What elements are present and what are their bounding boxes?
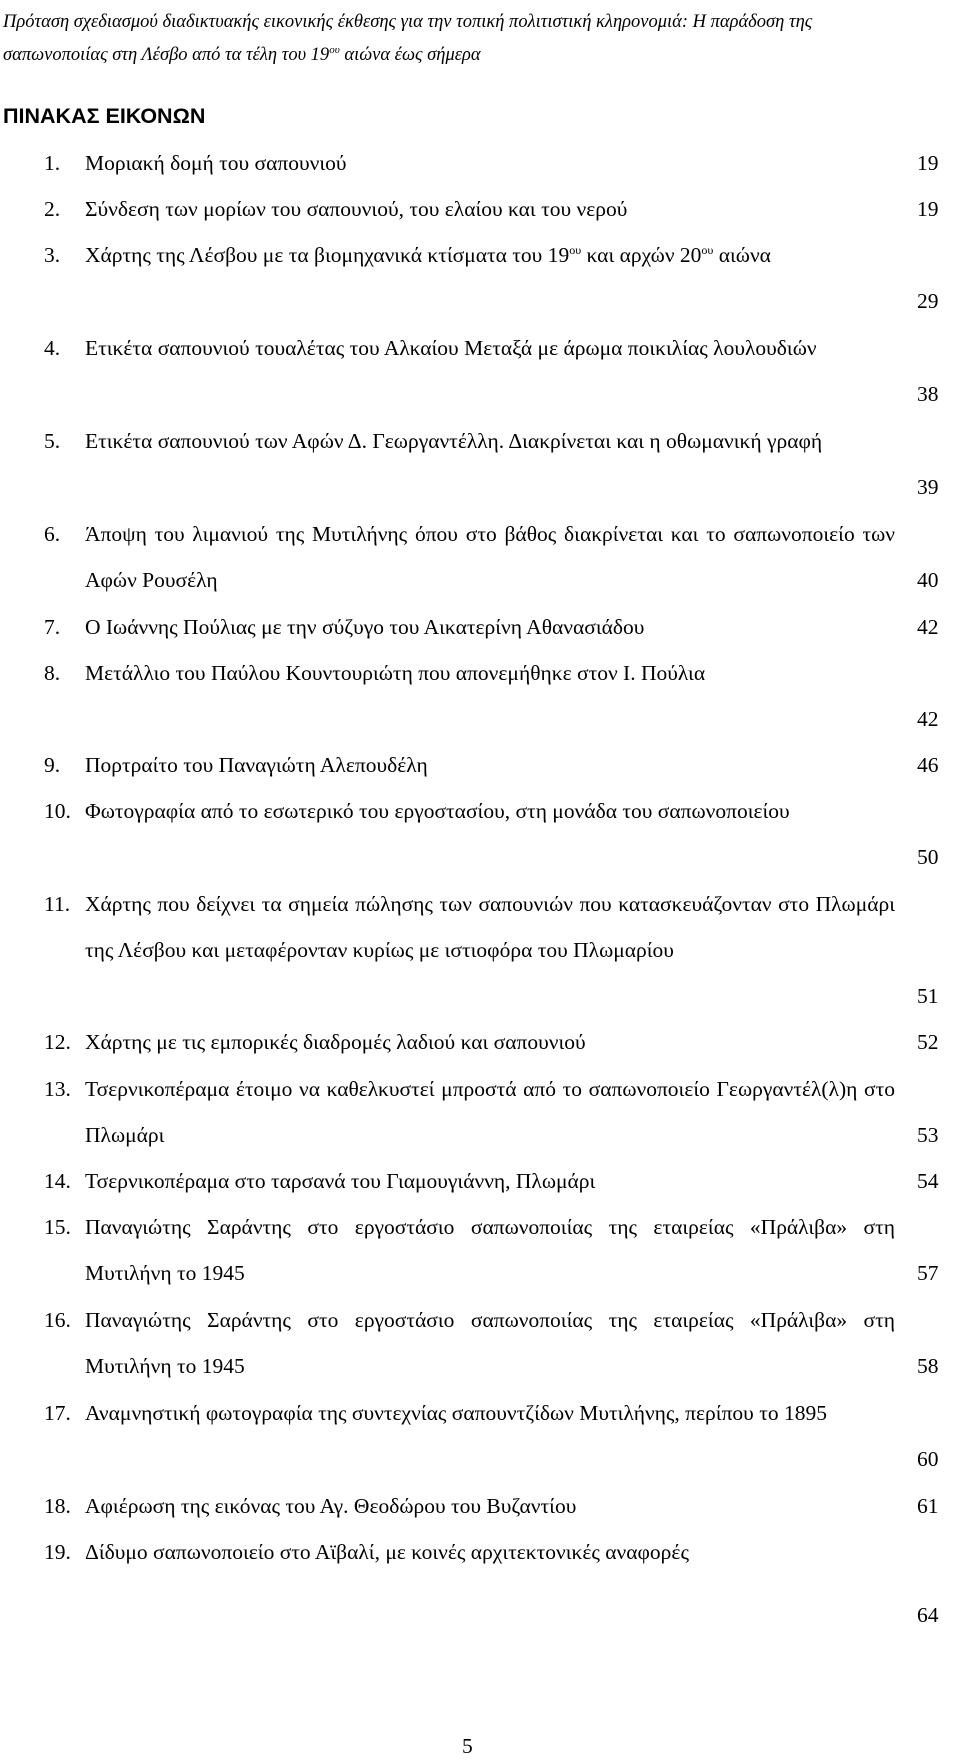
entry-title: Μοριακή δομή του σαπουνιού bbox=[85, 151, 347, 175]
entry-page: 51 bbox=[917, 984, 939, 1008]
list-item bbox=[44, 604, 944, 650]
entry-number: 17. bbox=[44, 1401, 71, 1425]
entry-page: 54 bbox=[917, 1169, 939, 1193]
entry-number: 11. bbox=[44, 892, 71, 916]
list-item bbox=[44, 1297, 944, 1389]
entry-title: Πορτραίτο του Παναγιώτη Αλεπουδέλη bbox=[85, 753, 428, 777]
entry-number: 10. bbox=[44, 799, 71, 823]
list-item bbox=[44, 1066, 944, 1158]
entry-page: 64 bbox=[917, 1603, 939, 1627]
entry-title: Ο Ιωάννης Πούλιας με την σύζυγο του Αικατερίνη Αθανασιάδου bbox=[85, 615, 645, 639]
entry-page: 46 bbox=[917, 753, 939, 777]
entry-number: 6. bbox=[44, 522, 61, 546]
entry-number: 8. bbox=[44, 661, 61, 685]
entry-page: 42 bbox=[917, 615, 939, 639]
entry-title: Χάρτης της Λέσβου με τα βιομηχανικά κτίσματα του $19^{o\upsilon}$ και αρχών $20^{o\upsilon}$ αιώνα bbox=[85, 242, 771, 267]
entry-page: 60 bbox=[917, 1447, 939, 1471]
entry-title: Τσερνικοπέραμα στο ταρσανά του Γιαμουγιάννη, Πλωμάρι bbox=[85, 1169, 596, 1193]
entry-title: Αναμνηστική φωτογραφία της συντεχνίας σαπουντζίδων Μυτιλήνης, περίπου το 1895 bbox=[85, 1401, 827, 1425]
entry-page: 39 bbox=[917, 475, 939, 499]
entry-number: 18. bbox=[44, 1494, 71, 1518]
list-item bbox=[44, 650, 944, 731]
list-item bbox=[44, 418, 944, 499]
list-item bbox=[44, 1158, 944, 1204]
entry-title: Αφιέρωση της εικόνας του Αγ. Θεοδώρου του Βυζαντίου bbox=[85, 1494, 577, 1518]
entry-title: Άποψη του λιμανιού της Μυτιλήνης όπου στο βάθος διακρίνεται και το σαπωνοποιείο των Αφών Ρουσέλη bbox=[85, 522, 895, 592]
list-item bbox=[44, 742, 944, 788]
entry-number: 4. bbox=[44, 336, 61, 360]
entry-title: Σύνδεση των μορίων του σαπουνιού, του ελαίου και του νερού bbox=[85, 197, 628, 221]
list-item bbox=[44, 186, 944, 232]
list-item bbox=[44, 788, 944, 869]
entry-number: 12. bbox=[44, 1030, 71, 1054]
entry-title: Παναγιώτης Σαράντης στο εργοστάσιο σαπωνοποιίας της εταιρείας «Πράλιβα» στη Μυτιλήνη το 1945 bbox=[85, 1215, 895, 1285]
header-line-2: σαπωνοποιίας στη Λέσβο από τα τέλη του $19^{o\upsilon}$ αιώνα έως σήμερα bbox=[3, 43, 481, 65]
entry-page: 53 bbox=[917, 1123, 939, 1147]
entry-number: 16. bbox=[44, 1308, 71, 1332]
entry-title: Δίδυμο σαπωνοποιείο στο Αϊβαλί, με κοινές αρχιτεκτονικές αναφορές bbox=[85, 1540, 689, 1564]
entry-page: 58 bbox=[917, 1354, 939, 1378]
entry-number: 15. bbox=[44, 1215, 71, 1239]
entry-title: Μετάλλιο του Παύλου Κουντουριώτη που απονεμήθηκε στον Ι. Πούλια bbox=[85, 661, 706, 685]
entry-page: 42 bbox=[917, 707, 939, 731]
entry-page: 19 bbox=[917, 151, 939, 175]
entry-title: Παναγιώτης Σαράντης στο εργοστάσιο σαπωνοποιίας της εταιρείας «Πράλιβα» στη Μυτιλήνη το 1945 bbox=[85, 1308, 895, 1378]
entry-page: 50 bbox=[917, 845, 939, 869]
entry-number: 13. bbox=[44, 1077, 71, 1101]
entry-number: 7. bbox=[44, 615, 61, 639]
entry-title: Ετικέτα σαπουνιού των Αφών Δ. Γεωργαντέλλη. Διακρίνεται και η οθωμανική γραφή bbox=[85, 429, 823, 453]
list-item bbox=[44, 1390, 944, 1471]
entry-title: Χάρτης με τις εμπορικές διαδρομές λαδιού και σαπουνιού bbox=[85, 1030, 586, 1054]
list-item bbox=[44, 881, 944, 1008]
entry-number: 3. bbox=[44, 243, 61, 267]
list-item bbox=[44, 1483, 944, 1529]
list-item bbox=[44, 140, 944, 186]
entry-page: 29 bbox=[917, 289, 939, 313]
page-number: 5 bbox=[462, 1734, 473, 1758]
entry-number: 19. bbox=[44, 1540, 71, 1564]
entry-number: 14. bbox=[44, 1169, 71, 1193]
entry-number: 2. bbox=[44, 197, 61, 221]
entry-title: Τσερνικοπέραμα έτοιμο να καθελκυστεί μπροστά από το σαπωνοποιείο Γεωργαντέλ(λ)η στο Πλωμάρι bbox=[85, 1077, 895, 1147]
entry-page: 40 bbox=[917, 568, 939, 592]
list-item bbox=[44, 325, 944, 406]
entry-page: 57 bbox=[917, 1261, 939, 1285]
header-line-1: Πρόταση σχεδιασμού διαδικτυακής εικονικής έκθεσης για την τοπική πολιτιστική κληρονομιά: Η παράδοση της bbox=[3, 12, 813, 32]
list-item bbox=[44, 1019, 944, 1065]
entry-title: Ετικέτα σαπουνιού τουαλέτας του Αλκαίου Μεταξά με άρωμα ποικιλίας λουλουδιών bbox=[85, 336, 817, 360]
entry-number: 1. bbox=[44, 151, 61, 175]
entry-page: 19 bbox=[917, 197, 939, 221]
entry-page: 61 bbox=[917, 1494, 939, 1518]
page-title: ΠΙΝΑΚΑΣ ΕΙΚΟΝΩΝ bbox=[3, 104, 206, 128]
list-item bbox=[44, 1204, 944, 1296]
entry-number: 9. bbox=[44, 753, 61, 777]
entry-title: Φωτογραφία από το εσωτερικό του εργοστασίου, στη μονάδα του σαπωνοποιείου bbox=[85, 799, 790, 823]
list-item bbox=[44, 511, 944, 603]
entry-number: 5. bbox=[44, 429, 61, 453]
entry-page: 52 bbox=[917, 1030, 939, 1054]
entry-title: Χάρτης που δείχνει τα σημεία πώλησης των σαπουνιών που κατασκευάζονταν στο Πλωμάρι της Λέσβου και μεταφέρονταν κυρίως με ιστιοφόρα του Πλωμαρίου bbox=[85, 892, 895, 962]
entry-page: 38 bbox=[917, 382, 939, 406]
list-item bbox=[44, 232, 944, 313]
list-item bbox=[44, 1529, 944, 1627]
running-header bbox=[3, 6, 941, 72]
